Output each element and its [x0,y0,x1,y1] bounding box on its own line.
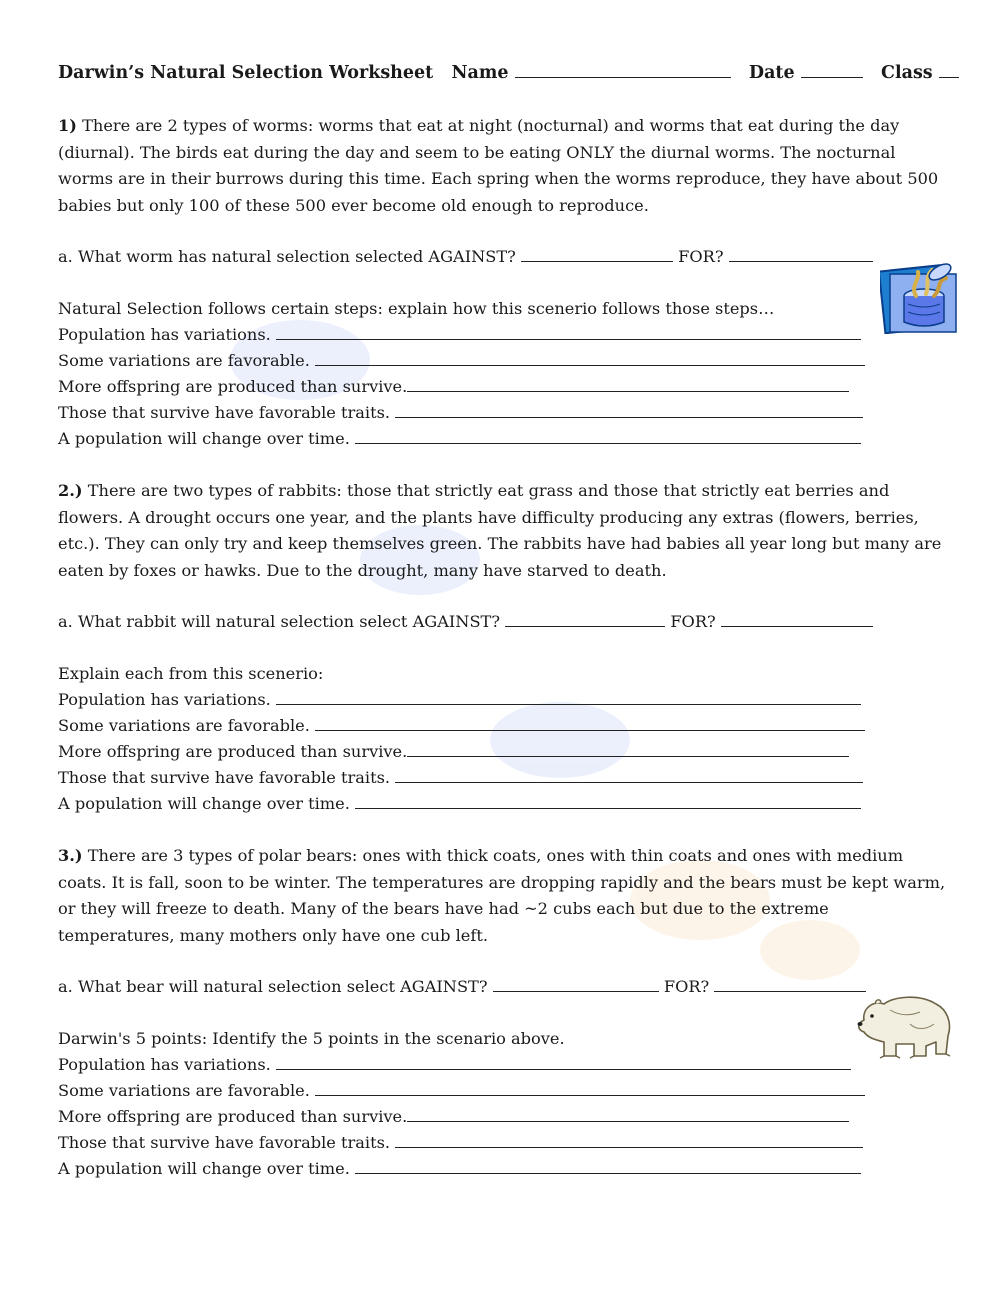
question-1-text [58,113,948,219]
date-field[interactable] [801,63,863,78]
worm-can-icon [880,262,960,334]
q2-steps-intro: Explain each from this scenerio: [58,664,324,683]
question-2a [58,612,873,632]
step-label: A population will change over time. [58,429,350,448]
q1-step-1-field[interactable] [276,325,861,340]
worksheet-header [58,63,959,83]
step-label: Population has variations. [58,1055,271,1074]
q2-step-1 [58,690,861,710]
name-field[interactable] [515,63,731,78]
question-2a-label: a. What rabbit will natural selection select AGAINST? [58,612,501,631]
question-1-number: 1) [58,116,77,135]
step-label: Those that survive have favorable traits. [58,1133,391,1152]
class-label: Class [881,63,933,83]
question-1a [58,247,873,267]
q3-step-3-field[interactable] [407,1107,849,1122]
q2-step-4 [58,768,863,788]
question-2-text [58,478,948,584]
q1-for-label: FOR? [678,247,724,266]
q3-step-2 [58,1081,865,1101]
q1-step-2 [58,351,865,371]
question-3-text [58,843,948,949]
q1-against-field[interactable] [521,247,673,262]
polar-bear-icon [850,990,956,1062]
q3-steps-intro: Darwin's 5 points: Identify the 5 points in the scenario above. [58,1029,565,1048]
q3-step-4 [58,1133,863,1153]
step-label: More offspring are produced than survive. [58,1107,408,1126]
q1-step-4 [58,403,863,423]
q1-steps-intro: Natural Selection follows certain steps: explain how this scenerio follows those steps… [58,299,775,318]
q3-step-3 [58,1107,849,1127]
q3-step-1 [58,1055,851,1075]
step-label: Those that survive have favorable traits. [58,403,391,422]
q1-step-5-field[interactable] [355,429,861,444]
q3-step-5-field[interactable] [355,1159,861,1174]
step-label: Some variations are favorable. [58,716,310,735]
question-2-body: There are two types of rabbits: those that strictly eat grass and those that strictly eat berries and flowers. A drought occurs one year, and the plants have difficulty producing any extras (flowers, berries, etc.). They can only try and keep themselves green. The rabbits have had babies all year long but many are eaten by foxes or hawks. Due to the drought, many have starved to death. [58,481,942,580]
date-label: Date [748,63,795,83]
q2-step-3-field[interactable] [407,742,849,757]
q2-step-2-field[interactable] [315,716,865,731]
question-2-number: 2.) [58,481,83,500]
q1-step-5 [58,429,861,449]
q3-step-5 [58,1159,861,1179]
question-3a-label: a. What bear will natural selection select AGAINST? [58,977,488,996]
q3-step-2-field[interactable] [315,1081,865,1096]
q3-for-label: FOR? [663,977,710,996]
q1-step-3 [58,377,849,397]
q2-step-3 [58,742,849,762]
q3-step-4-field[interactable] [395,1133,863,1148]
q2-for-label: FOR? [670,612,716,631]
q2-against-field[interactable] [505,612,665,627]
worksheet-title: Darwin’s Natural Selection Worksheet [58,63,434,83]
step-label: More offspring are produced than survive. [58,377,408,396]
step-label: Population has variations. [58,325,271,344]
step-label: Those that survive have favorable traits. [58,768,391,787]
q2-step-1-field[interactable] [276,690,861,705]
question-3-body: There are 3 types of polar bears: ones with thick coats, ones with thin coats and ones with medium coats. It is fall, soon to be winter. The temperatures are dropping rapidly and the bears must be kept warm, or they will freeze to death. Many of the bears have had ~2 cubs each but due to the extreme temperatures, many mothers only have one cub left. [58,846,946,945]
q1-step-3-field[interactable] [407,377,849,392]
name-label: Name [451,63,509,83]
q1-for-field[interactable] [729,247,873,262]
q2-for-field[interactable] [721,612,873,627]
question-3-number: 3.) [58,846,83,865]
q2-step-5-field[interactable] [355,794,861,809]
q2-step-2 [58,716,865,736]
step-label: More offspring are produced than survive. [58,742,408,761]
q3-for-field[interactable] [714,977,866,992]
q3-against-field[interactable] [493,977,659,992]
step-label: Some variations are favorable. [58,1081,310,1100]
q1-step-1 [58,325,861,345]
q1-step-4-field[interactable] [395,403,863,418]
question-1-body: There are 2 types of worms: worms that eat at night (nocturnal) and worms that eat during the day (diurnal). The birds eat during the day and seem to be eating ONLY the diurnal worms. The nocturnal worms are in their burrows during this time. Each spring when the worms reproduce, they have about 500 babies but only 100 of these 500 ever become old enough to reproduce. [58,116,939,215]
q1-step-2-field[interactable] [315,351,865,366]
question-3a [58,977,866,997]
step-label: A population will change over time. [58,794,350,813]
step-label: A population will change over time. [58,1159,350,1178]
q2-step-5 [58,794,861,814]
step-label: Population has variations. [58,690,271,709]
q3-step-1-field[interactable] [276,1055,851,1070]
class-field[interactable] [939,63,959,78]
step-label: Some variations are favorable. [58,351,310,370]
question-1a-label: a. What worm has natural selection selected AGAINST? [58,247,516,266]
q2-step-4-field[interactable] [395,768,863,783]
